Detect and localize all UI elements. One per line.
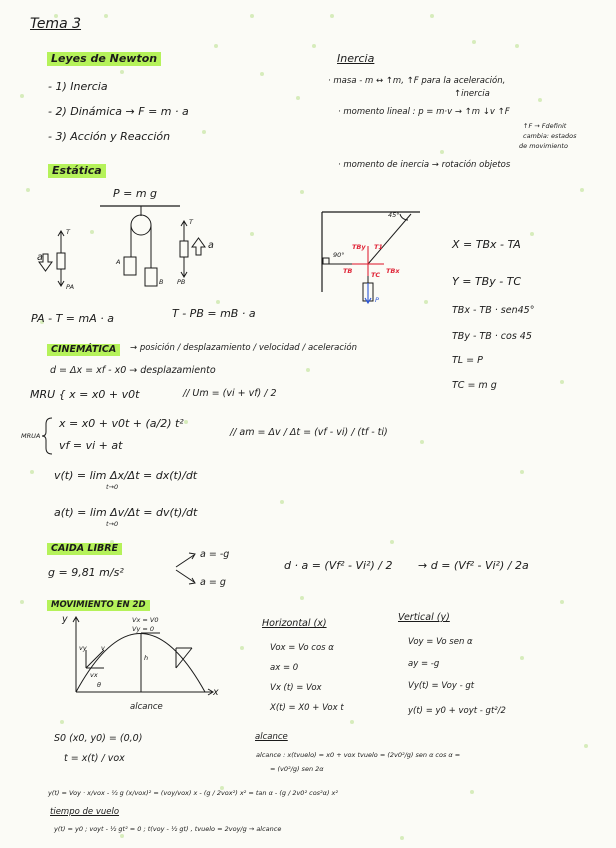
estatica-label-a-left: a [37, 252, 43, 263]
inercia-line3: · momento de inercia → rotación objetos [338, 160, 511, 170]
cinematica-am: // am = Δv / Δt = (vf - vi) / (tf - ti) [230, 427, 388, 438]
estatica-p-label: P = m g [113, 187, 158, 200]
component-tl: TL = P [452, 355, 483, 366]
horizontal-line1: Vox = Vo cos α [270, 643, 334, 653]
alcance-line1: alcance : x(tvuelo) = x0 + vox tvuelo = (2v0²/g) sen α cos α = [256, 751, 461, 759]
cinematica-disp: d = Δx = xf - x0 → desplazamiento [50, 365, 216, 376]
proj-vy: vy [79, 644, 87, 652]
estatica-eq-b: T - PB = mB · a [172, 307, 256, 320]
cinematica-mrua-label: MRUA [21, 432, 41, 440]
caida-down: a = g [200, 577, 226, 588]
cinematica-at-lim: t→0 [106, 520, 119, 528]
estatica-label-t-left: T [66, 228, 70, 236]
inercia-line1b: ↑inercia [454, 89, 490, 99]
estatica-label-pa: PA [66, 283, 75, 291]
tension-tbx: TBx [386, 267, 400, 275]
cinematica-vt-lim: t→0 [106, 483, 119, 491]
proj-x: x [213, 687, 219, 698]
inercia-line2b: ↑F → Fdefinit [523, 122, 567, 130]
horizontal-line3: Vx (t) = Vox [270, 683, 322, 693]
component-tby: TBy - TB · cos 45 [452, 331, 532, 342]
alcance-heading: alcance [255, 732, 288, 742]
cinematica-um: // Um = (vi + vf) / 2 [183, 388, 277, 399]
proj-vx: vx [90, 671, 98, 679]
estatica-heading: Estática [48, 164, 106, 178]
cinematica-heading: CINEMÁTICA [47, 344, 120, 356]
tiempo-heading: tiempo de vuelo [50, 807, 120, 817]
component-tc: TC = m g [452, 380, 497, 391]
vertical-line3: Vy(t) = Voy - gt [408, 681, 475, 691]
mov2d-s0: S0 (x0, y0) = (0,0) [54, 733, 143, 744]
estatica-label-B: B [159, 278, 164, 286]
horizontal-heading: Horizontal (x) [262, 618, 327, 629]
cinematica-vt: v(t) = lim Δx/Δt = dx(t)/dt [54, 469, 198, 482]
caida-eq: d · a = (Vf² - Vi²) / 2 [284, 559, 393, 572]
leyes-item-2: - 2) Dinámica → F = m · a [48, 105, 189, 118]
component-tbx: TBx - TB · sen45° [452, 305, 535, 316]
horizontal-line2: ax = 0 [270, 663, 299, 673]
vertical-line1: Voy = Vo sen α [408, 637, 473, 647]
inercia-heading: Inercia [337, 52, 375, 65]
cinematica-mru: MRU { x = x0 + v0t [30, 388, 140, 401]
proj-alcance: alcance [130, 702, 163, 712]
proj-vx-eq: Vx = V0 [132, 616, 159, 624]
proj-vy0: Vy = 0 [132, 625, 155, 633]
estatica-label-t-right: T [189, 218, 193, 226]
page-title: Tema 3 [30, 16, 82, 32]
cinematica-mrua1: x = x0 + v0t + (a/2) t² [59, 417, 184, 430]
mov2d-t: t = x(t) / vox [64, 753, 125, 764]
proj-v: v [101, 644, 105, 652]
mov2d-yt: y(t) = Voy · x/vox - ½ g (x/vox)² = (voy/vox) x - (g / 2vox²) x² = tan α - (g / 2v0² cos²α) x² [48, 789, 338, 797]
estatica-label-A: A [116, 258, 121, 266]
tension-tby: TBy [352, 243, 366, 251]
estatica-eq-a: PA - T = mA · a [31, 312, 114, 325]
alcance-line2: = (v0²/g) sen 2α [270, 765, 324, 773]
tiempo-line: y(t) = y0 ; voyt - ½ gt² = 0 ; t(voy - ½ gt) , tvuelo = 2voy/g → alcance [54, 825, 282, 833]
inercia-line2: · momento lineal : p = m·v → ↑m ↓v ↑F [338, 107, 510, 117]
caida-up: a = -g [200, 549, 230, 560]
caida-eq2: → d = (Vf² - Vi²) / 2a [418, 559, 529, 572]
inercia-line2d: de movimiento [519, 142, 568, 150]
proj-theta: θ [97, 681, 101, 689]
inercia-line1: · masa - m ↔ ↑m, ↑F para la aceleración, [328, 76, 506, 86]
leyes-item-1: - 1) Inercia [48, 80, 108, 93]
inercia-line2c: cambia: estados [523, 132, 577, 140]
tension-ta: TB [343, 267, 353, 275]
component-y: Y = TBy - TC [452, 275, 522, 288]
estatica-label-pb: PB [177, 278, 186, 286]
tension-t1: T1 [374, 243, 383, 251]
vertical-line4: y(t) = y0 + voyt - gt²/2 [408, 706, 506, 716]
leyes-item-3: - 3) Acción y Reacción [48, 130, 171, 143]
tension-tc: TC [371, 271, 381, 279]
estatica-label-a-right: a [208, 240, 214, 251]
cinematica-subtitle: → posición / desplazamiento / velocidad / aceleración [130, 343, 358, 353]
caida-heading: CAIDA LIBRE [47, 543, 122, 555]
component-x: X = TBx - TA [452, 238, 521, 251]
cinematica-mrua2: vf = vi + at [59, 439, 123, 452]
cinematica-at: a(t) = lim Δv/Δt = dv(t)/dt [54, 506, 198, 519]
tension-p: P [375, 296, 379, 304]
leyes-heading: Leyes de Newton [47, 52, 161, 66]
horizontal-line4: X(t) = X0 + Vox t [270, 703, 344, 713]
vertical-line2: ay = -g [408, 659, 440, 669]
proj-y: y [62, 614, 68, 625]
tension-angle-left: 90° [333, 251, 345, 259]
caida-g: g = 9,81 m/s² [48, 566, 124, 579]
tension-angle-top: 45° [388, 211, 400, 219]
mov2d-heading: MOVIMIENTO EN 2D [47, 600, 150, 611]
proj-h: h [144, 654, 149, 662]
vertical-heading: Vertical (y) [398, 612, 450, 623]
